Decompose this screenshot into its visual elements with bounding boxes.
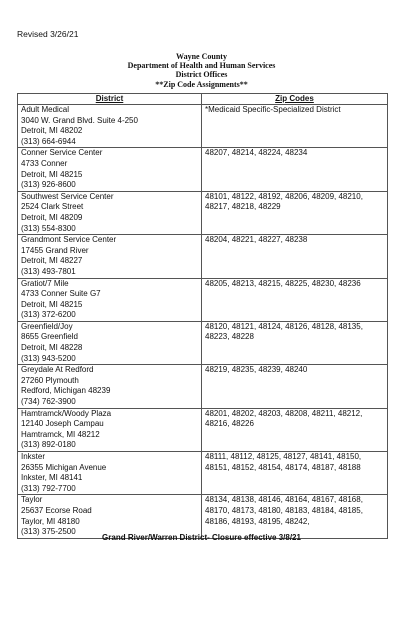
district-name: Adult Medical xyxy=(21,105,70,114)
zip-codes-line: 48223, 48228 xyxy=(205,332,254,342)
zip-codes-line: 48170, 48173, 48180, 48183, 48184, 48185, xyxy=(205,505,363,515)
zip-codes-cell xyxy=(202,191,388,234)
district-phone: (734) 762-3900 xyxy=(21,397,76,407)
zip-codes-cell xyxy=(202,235,388,278)
zip-codes-line: 48219, 48235, 48239, 48240 xyxy=(205,365,308,375)
district-city: Inkster, MI 48141 xyxy=(21,473,83,483)
district-phone: (313) 554-8300 xyxy=(21,223,76,233)
header-department: Department of Health and Human Services xyxy=(127,61,276,71)
zip-codes-line: 48101, 48122, 48192, 48206, 48209, 48210, xyxy=(205,191,363,201)
district-cell xyxy=(18,148,202,191)
district-city: Detroit, MI 48227 xyxy=(21,256,83,266)
district-address: 8655 Greenfield xyxy=(21,332,78,342)
zip-codes-line: 48217, 48218, 48229 xyxy=(205,202,281,212)
district-phone: (313) 792-7700 xyxy=(21,483,76,493)
district-city: Detroit, MI 48202 xyxy=(21,126,83,136)
district-phone: (313) 943-5200 xyxy=(21,353,76,363)
table-row xyxy=(18,148,388,191)
district-address: 26355 Michigan Avenue xyxy=(21,462,107,472)
district-name: Greydale At Redford xyxy=(21,365,94,375)
zip-codes-line: 48207, 48214, 48224, 48234 xyxy=(205,148,308,158)
district-address: 4733 Conner xyxy=(21,158,68,168)
zip-codes-line: 48151, 48152, 48154, 48174, 48187, 48188 xyxy=(205,462,361,472)
district-cell xyxy=(18,408,202,451)
district-cell xyxy=(18,321,202,364)
zip-codes-line: 48120, 48121, 48124, 48126, 48128, 48135, xyxy=(205,321,363,331)
zip-codes-line: 48201, 48202, 48203, 48208, 48211, 48212, xyxy=(205,408,363,418)
district-name: Grandmont Service Center xyxy=(21,235,117,245)
table-row xyxy=(18,235,388,278)
district-name: Greenfield/Joy xyxy=(21,321,73,331)
district-cell xyxy=(18,452,202,495)
zip-codes-line: 48205, 48213, 48215, 48225, 48230, 48236 xyxy=(205,278,361,288)
district-address: 17455 Grand River xyxy=(21,245,89,255)
district-address: 4733 Conner Suite G7 xyxy=(21,289,101,299)
district-address: 25637 Ecorse Road xyxy=(21,505,92,515)
district-phone: (313) 493-7801 xyxy=(21,266,76,276)
table-row xyxy=(18,321,388,364)
district-name: Gratiot/7 Mile xyxy=(21,278,69,288)
district-name: Southwest Service Center xyxy=(21,191,114,201)
table-row xyxy=(18,495,388,538)
district-city: Detroit, MI 48209 xyxy=(21,212,83,222)
zip-assignment-table xyxy=(17,93,388,539)
zip-codes-cell xyxy=(202,365,388,408)
district-phone: (313) 926-8600 xyxy=(21,180,76,190)
zip-codes-cell xyxy=(202,278,388,321)
column-header-district: District xyxy=(18,94,202,105)
zip-codes-cell xyxy=(202,408,388,451)
zip-codes-cell xyxy=(202,495,388,538)
table-row xyxy=(18,278,388,321)
revised-date: Revised 3/26/21 xyxy=(17,29,79,39)
closure-notice: Grand River/Warren District- Closure effective 3/8/21 xyxy=(102,533,301,542)
zip-codes-cell xyxy=(202,321,388,364)
document-header xyxy=(0,52,403,89)
district-phone: (313) 375-2500 xyxy=(21,527,76,537)
district-city: Detroit, MI 48215 xyxy=(21,169,83,179)
district-cell xyxy=(18,365,202,408)
district-address: 27260 Plymouth xyxy=(21,375,79,385)
header-zip-assignments: **Zip Code Assignments** xyxy=(155,79,248,89)
district-address: 2524 Clark Street xyxy=(21,202,84,212)
district-cell xyxy=(18,495,202,538)
zip-codes-line: 48111, 48112, 48125, 48127, 48141, 48150, xyxy=(205,452,362,461)
district-address: 12140 Joseph Campau xyxy=(21,419,104,429)
column-header-zip-codes: Zip Codes xyxy=(202,94,388,105)
district-cell xyxy=(18,105,202,148)
table-row xyxy=(18,452,388,495)
header-district-offices: District Offices xyxy=(175,70,228,80)
zip-codes-line: 48134, 48138, 48146, 48164, 48167, 48168, xyxy=(205,495,363,505)
district-phone: (313) 664-6944 xyxy=(21,136,76,146)
district-phone: (313) 372-6200 xyxy=(21,310,76,320)
district-cell xyxy=(18,278,202,321)
zip-codes-cell xyxy=(202,452,388,495)
zip-codes-line: 48204, 48221, 48227, 48238 xyxy=(205,235,308,245)
zip-codes-line: 48216, 48226 xyxy=(205,419,254,429)
table-row xyxy=(18,105,388,148)
header-county: Wayne County xyxy=(176,52,227,61)
table-row xyxy=(18,191,388,234)
table-header-row xyxy=(18,94,388,105)
district-cell xyxy=(18,235,202,278)
district-city: Redford, Michigan 48239 xyxy=(21,386,111,396)
table-row xyxy=(18,365,388,408)
district-address: 3040 W. Grand Blvd. Suite 4-250 xyxy=(21,115,138,125)
zip-codes-line: 48186, 48193, 48195, 48242, xyxy=(205,516,310,526)
district-name: Taylor xyxy=(21,495,43,505)
district-city: Taylor, MI 48180 xyxy=(21,516,80,526)
zip-codes-cell xyxy=(202,148,388,191)
zip-codes-cell xyxy=(202,105,388,148)
district-cell xyxy=(18,191,202,234)
district-phone: (313) 892-0180 xyxy=(21,440,76,450)
zip-codes-line: *Medicaid Specific-Specialized District xyxy=(205,105,341,114)
district-name: Inkster xyxy=(21,452,46,461)
district-name: Hamtramck/Woody Plaza xyxy=(21,408,112,418)
district-city: Detroit, MI 48228 xyxy=(21,343,83,353)
district-city: Detroit, MI 48215 xyxy=(21,299,83,309)
district-city: Hamtramck, MI 48212 xyxy=(21,429,100,439)
district-name: Conner Service Center xyxy=(21,148,103,158)
table-row xyxy=(18,408,388,451)
